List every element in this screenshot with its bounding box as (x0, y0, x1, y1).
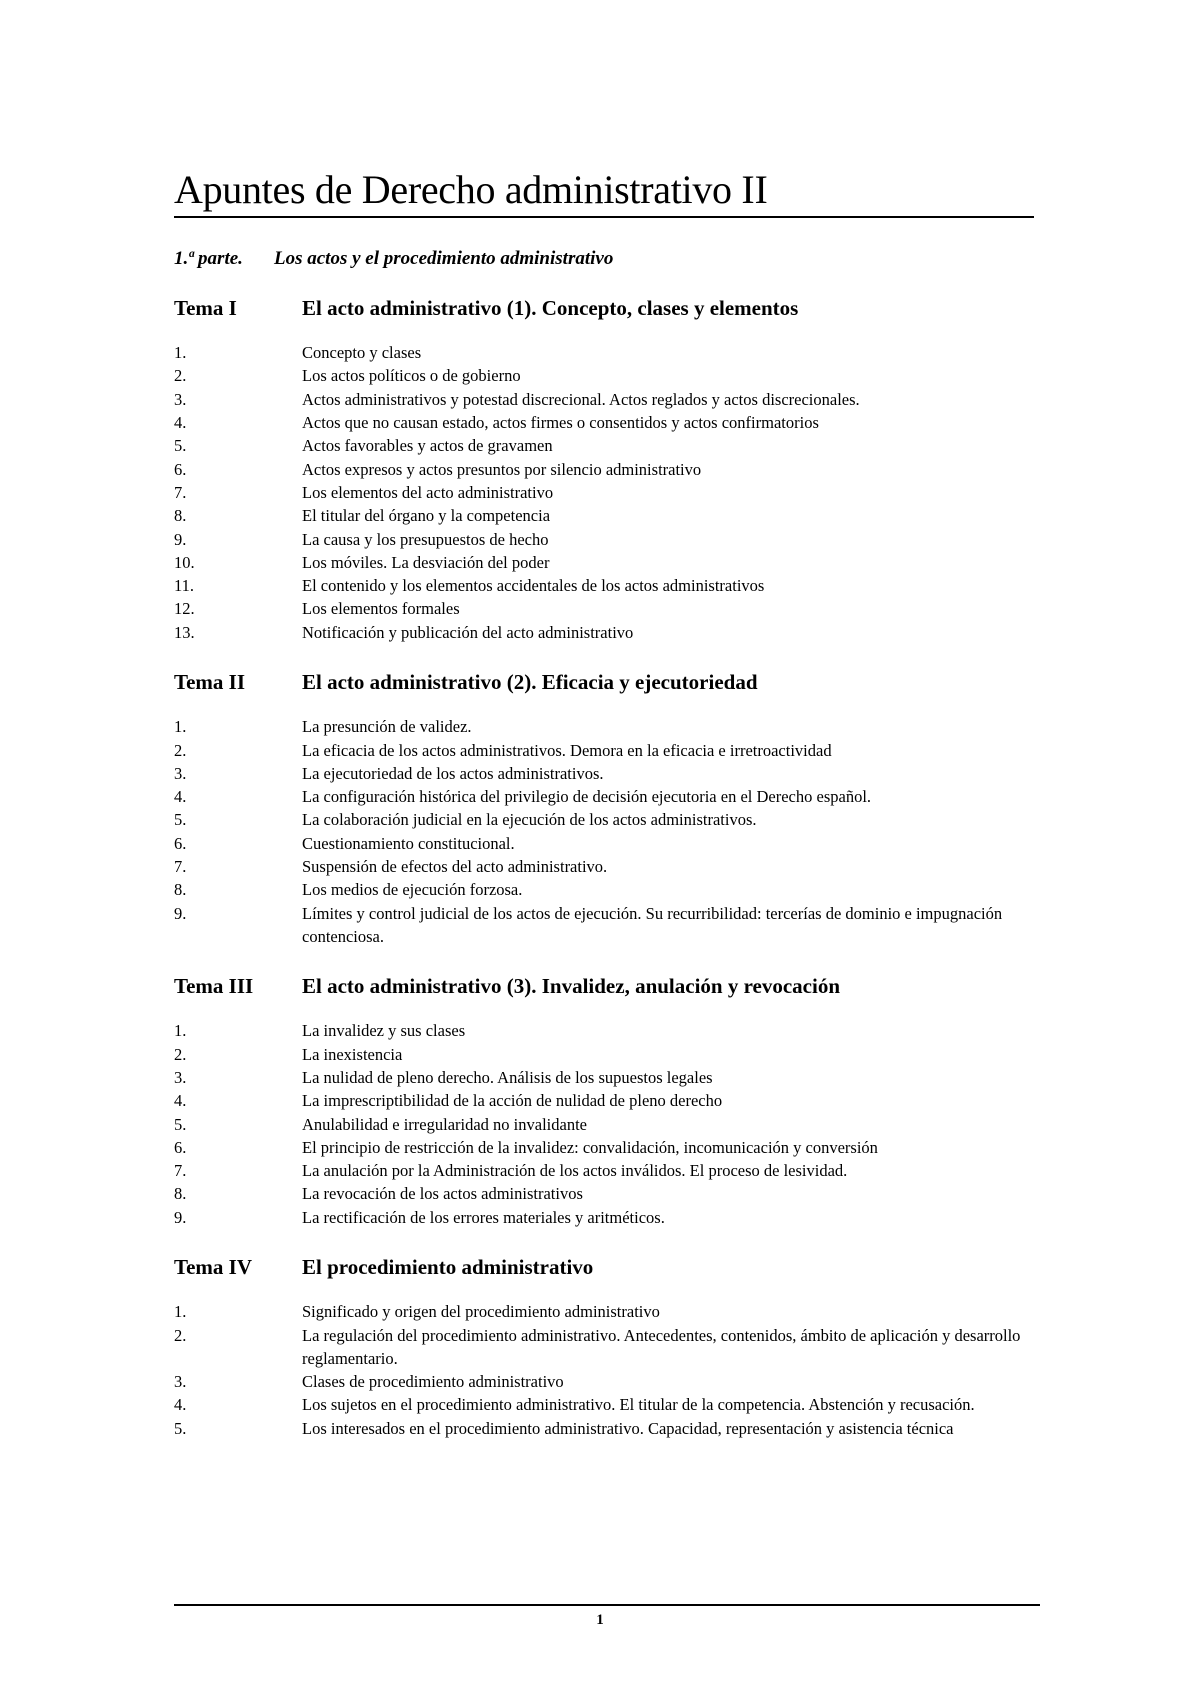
item-number: 1. (174, 343, 187, 363)
list-item (174, 341, 1034, 364)
tema-section (174, 670, 1034, 948)
item-text: La regulación del procedimiento administrativo. Antecedentes, contenidos, ámbito de aplicación y desarrollo reglamentario. (302, 1325, 1021, 1368)
list-item (174, 1393, 1034, 1416)
list-item (174, 762, 1034, 785)
list-item (174, 411, 1034, 434)
item-text: El principio de restricción de la invalidez: convalidación, incomunicación y conversión (302, 1137, 878, 1157)
item-number: 6. (174, 833, 187, 853)
list-item (174, 1089, 1034, 1112)
footer-rule (174, 1604, 1040, 1606)
item-text: Concepto y clases (302, 343, 422, 363)
list-item (174, 1066, 1034, 1089)
list-item (174, 1043, 1034, 1066)
item-text: Actos favorables y actos de gravamen (302, 436, 553, 456)
item-text: Los medios de ejecución forzosa. (302, 880, 523, 900)
tema-label: Tema I (174, 296, 237, 320)
tema-item-list (174, 341, 1034, 644)
item-number: 7. (174, 1161, 187, 1181)
item-number: 2. (174, 740, 187, 760)
item-text: Los actos políticos o de gobierno (302, 366, 521, 386)
item-number: 9. (174, 529, 187, 549)
item-text: Cuestionamiento constitucional. (302, 833, 515, 853)
tema-heading (174, 296, 1034, 321)
list-item (174, 1370, 1034, 1393)
item-number: 9. (174, 1207, 187, 1227)
list-item (174, 597, 1034, 620)
list-item (174, 364, 1034, 387)
item-text: Actos expresos y actos presuntos por silencio administrativo (302, 459, 702, 479)
item-number: 8. (174, 506, 187, 526)
item-text: Actos administrativos y potestad discrecional. Actos reglados y actos discrecionales. (302, 389, 860, 409)
item-text: Anulabilidad e irregularidad no invalidante (302, 1114, 587, 1134)
item-number: 11. (174, 576, 195, 596)
list-item (174, 1182, 1034, 1205)
item-text: Los interesados en el procedimiento administrativo. Capacidad, representación y asistencia técnica (302, 1418, 954, 1438)
tema-label: Tema IV (174, 1255, 252, 1280)
item-number: 1. (174, 717, 187, 737)
list-item (174, 878, 1034, 901)
tema-item-list (174, 1019, 1034, 1229)
item-number: 4. (174, 1091, 187, 1111)
list-item (174, 832, 1034, 855)
document-page (174, 167, 1034, 1440)
tema-item-list (174, 715, 1034, 948)
item-text: La imprescriptibilidad de la acción de nulidad de pleno derecho (302, 1091, 723, 1111)
list-item (174, 1019, 1034, 1042)
page-number: 1 (596, 1612, 604, 1628)
item-number: 5. (174, 436, 187, 456)
item-number: 3. (174, 389, 187, 409)
item-number: 4. (174, 1395, 187, 1415)
item-number: 10. (174, 552, 195, 572)
list-item (174, 902, 1034, 949)
list-item (174, 1417, 1034, 1440)
item-text: Los elementos formales (302, 599, 460, 619)
item-number: 5. (174, 1114, 187, 1134)
list-item (174, 1324, 1034, 1371)
list-item (174, 458, 1034, 481)
item-text: La presunción de validez. (302, 717, 472, 737)
item-text: La configuración histórica del privilegio de decisión ejecutoria en el Derecho español. (302, 787, 872, 807)
list-item (174, 1159, 1034, 1182)
item-text: El contenido y los elementos accidentales de los actos administrativos (302, 576, 765, 596)
part-number: 1.ª parte. (174, 248, 243, 269)
item-text: La inexistencia (302, 1044, 403, 1064)
tema-section (174, 1255, 1034, 1440)
item-number: 13. (174, 622, 195, 642)
item-text: La rectificación de los errores materiales y aritméticos. (302, 1207, 665, 1227)
list-item (174, 504, 1034, 527)
item-text: Suspensión de efectos del acto administrativo. (302, 857, 608, 877)
item-text: La invalidez y sus clases (302, 1021, 466, 1041)
item-text: El titular del órgano y la competencia (302, 506, 551, 526)
item-number: 6. (174, 459, 187, 479)
item-text: Límites y control judicial de los actos de ejecución. Su recurribilidad: tercerías de dominio e impugnación contenciosa. (302, 903, 1003, 946)
list-item (174, 715, 1034, 738)
list-item (174, 1206, 1034, 1229)
item-text: La revocación de los actos administrativos (302, 1184, 583, 1204)
list-item (174, 388, 1034, 411)
item-number: 6. (174, 1137, 187, 1157)
temas-container (174, 296, 1034, 1440)
item-text: Notificación y publicación del acto administrativo (302, 622, 634, 642)
part-heading (174, 248, 1034, 270)
item-text: La colaboración judicial en la ejecución de los actos administrativos. (302, 810, 757, 830)
list-item (174, 739, 1034, 762)
tema-title: El procedimiento administrativo (302, 1255, 594, 1280)
list-item (174, 481, 1034, 504)
list-item (174, 528, 1034, 551)
list-item (174, 1300, 1034, 1323)
item-number: 8. (174, 1184, 187, 1204)
tema-title: El acto administrativo (2). Eficacia y ejecutoriedad (302, 670, 758, 695)
item-number: 8. (174, 880, 187, 900)
item-text: La eficacia de los actos administrativos. Demora en la eficacia e irretroactividad (302, 740, 832, 760)
item-text: La anulación por la Administración de los actos inválidos. El proceso de lesividad. (302, 1161, 848, 1181)
item-number: 7. (174, 482, 187, 502)
item-number: 1. (174, 1302, 187, 1322)
list-item (174, 551, 1034, 574)
list-item (174, 1136, 1034, 1159)
item-number: 3. (174, 763, 187, 783)
item-text: La nulidad de pleno derecho. Análisis de los supuestos legales (302, 1067, 713, 1087)
item-number: 12. (174, 599, 195, 619)
list-item (174, 855, 1034, 878)
item-number: 1. (174, 1021, 187, 1041)
tema-heading (174, 670, 1034, 695)
item-number: 2. (174, 366, 187, 386)
item-text: La causa y los presupuestos de hecho (302, 529, 549, 549)
item-number: 2. (174, 1044, 187, 1064)
item-text: Los móviles. La desviación del poder (302, 552, 550, 572)
tema-label: Tema III (174, 974, 254, 999)
list-item (174, 808, 1034, 831)
tema-section (174, 296, 1034, 644)
part-title: Los actos y el procedimiento administrativo (274, 248, 614, 269)
item-number: 3. (174, 1067, 187, 1087)
item-number: 9. (174, 903, 187, 923)
item-number: 4. (174, 413, 187, 433)
tema-title: El acto administrativo (1). Concepto, clases y elementos (302, 296, 799, 320)
list-item (174, 1113, 1034, 1136)
tema-label: Tema II (174, 670, 245, 695)
document-title: Apuntes de Derecho administrativo II (174, 170, 1034, 218)
item-number: 4. (174, 787, 187, 807)
tema-heading (174, 974, 1034, 999)
list-item (174, 574, 1034, 597)
item-number: 3. (174, 1372, 187, 1392)
item-number: 5. (174, 1418, 187, 1438)
list-item (174, 785, 1034, 808)
tema-item-list (174, 1300, 1034, 1440)
item-number: 5. (174, 810, 187, 830)
item-text: Los elementos del acto administrativo (302, 482, 554, 502)
list-item (174, 621, 1034, 644)
item-text: Significado y origen del procedimiento administrativo (302, 1302, 660, 1322)
tema-heading (174, 1255, 1034, 1280)
tema-section (174, 974, 1034, 1229)
item-number: 7. (174, 857, 187, 877)
list-item (174, 434, 1034, 457)
item-text: Actos que no causan estado, actos firmes o consentidos y actos confirmatorios (302, 413, 819, 433)
item-text: La ejecutoriedad de los actos administrativos. (302, 763, 604, 783)
item-number: 2. (174, 1325, 187, 1345)
item-text: Clases de procedimiento administrativo (302, 1372, 564, 1392)
item-text: Los sujetos en el procedimiento administrativo. El titular de la competencia. Abstención y recusación. (302, 1395, 975, 1415)
tema-title: El acto administrativo (3). Invalidez, anulación y revocación (302, 974, 841, 999)
